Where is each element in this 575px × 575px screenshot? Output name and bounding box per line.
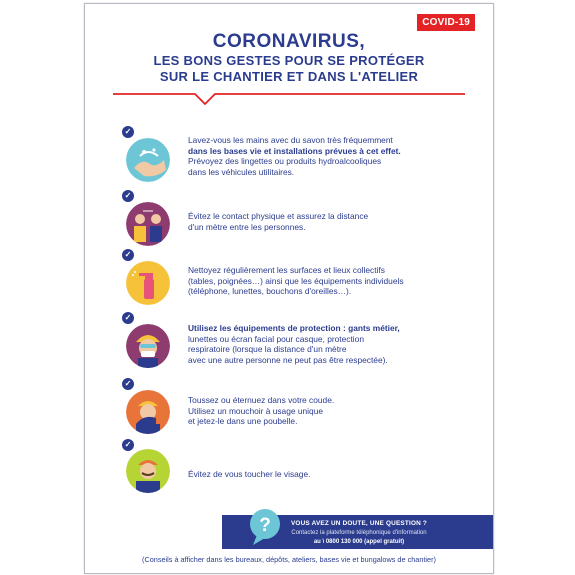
no-face-touch-icon: [126, 449, 170, 493]
advice-line: dans les véhicules utilitaires.: [188, 166, 295, 177]
check-icon: ✓: [122, 439, 134, 451]
advice-text: [188, 135, 478, 177]
info-phone: au \ 0800 130 000 (appel gratuit): [313, 539, 405, 545]
handwashing-icon: [126, 138, 170, 182]
advice-line: Évitez le contact physique et assurez la distance: [188, 211, 369, 221]
check-icon: ✓: [122, 249, 134, 261]
check-icon: ✓: [122, 190, 134, 202]
advice-line: d'un mètre entre les personnes.: [188, 221, 306, 232]
advice-line: Lavez-vous les mains avec du savon très fréquemment: [188, 135, 393, 145]
covid-badge: COVID-19: [417, 14, 475, 31]
advice-line: Utilisez les équipements de protection : gants métier,: [188, 323, 400, 333]
advice-list: [85, 4, 493, 573]
advice-text: [188, 469, 478, 480]
advice-line: Prévoyez des lingettes ou produits hydroalcooliques: [188, 156, 382, 167]
question-bubble-icon: [249, 507, 283, 547]
advice-text: [188, 265, 478, 297]
check-icon: ✓: [122, 312, 134, 324]
advice-line: et jetez-le dans une poubelle.: [188, 416, 298, 427]
check-icon: ✓: [122, 378, 134, 390]
info-contact: Contactez la plateforme téléphonique d'information: [291, 530, 427, 536]
advice-line: (tables, poignées…) ainsi que les équipements individuels: [188, 275, 404, 286]
advice-line: lunettes ou écran facial pour casque, protection: [188, 333, 364, 344]
advice-line: avec une autre personne ne peut pas être respectée).: [188, 354, 388, 365]
check-icon: ✓: [122, 126, 134, 138]
advice-line: Évitez de vous toucher le visage.: [188, 469, 311, 479]
advice-text: [188, 395, 478, 427]
social-distance-icon: [126, 202, 170, 246]
advice-line: Toussez ou éternuez dans votre coude.: [188, 395, 335, 405]
spray-bottle-icon: [126, 261, 170, 305]
poster: [84, 3, 494, 574]
advice-line: respiratoire (lorsque la distance d'un mètre: [188, 344, 347, 355]
advice-line: dans les bases vie et installations prévues à cet effet.: [188, 145, 401, 156]
advice-line: (téléphone, lunettes, bouchons d'oreilles…).: [188, 286, 352, 297]
info-question: VOUS AVEZ UN DOUTE, UNE QUESTION ?: [290, 520, 428, 527]
advice-text: [188, 211, 478, 232]
advice-text: [188, 323, 478, 365]
protective-equipment-icon: [126, 324, 170, 368]
title-line-3: SUR LE CHANTIER ET DANS L'ATELIER: [159, 69, 419, 84]
title-line-1: CORONAVIRUS,: [212, 31, 366, 52]
footer-note: (Conseils à afficher dans les bureaux, dépôts, ateliers, bases vie et bungalows de chantier): [142, 555, 436, 564]
advice-line: Nettoyez régulièrement les surfaces et lieux collectifs: [188, 265, 385, 275]
advice-line: Utilisez un mouchoir à usage unique: [188, 405, 324, 416]
svg-text:?: ?: [259, 515, 271, 536]
cough-elbow-icon: [126, 390, 170, 434]
title-line-2: LES BONS GESTES POUR SE PROTÉGER: [153, 53, 425, 68]
